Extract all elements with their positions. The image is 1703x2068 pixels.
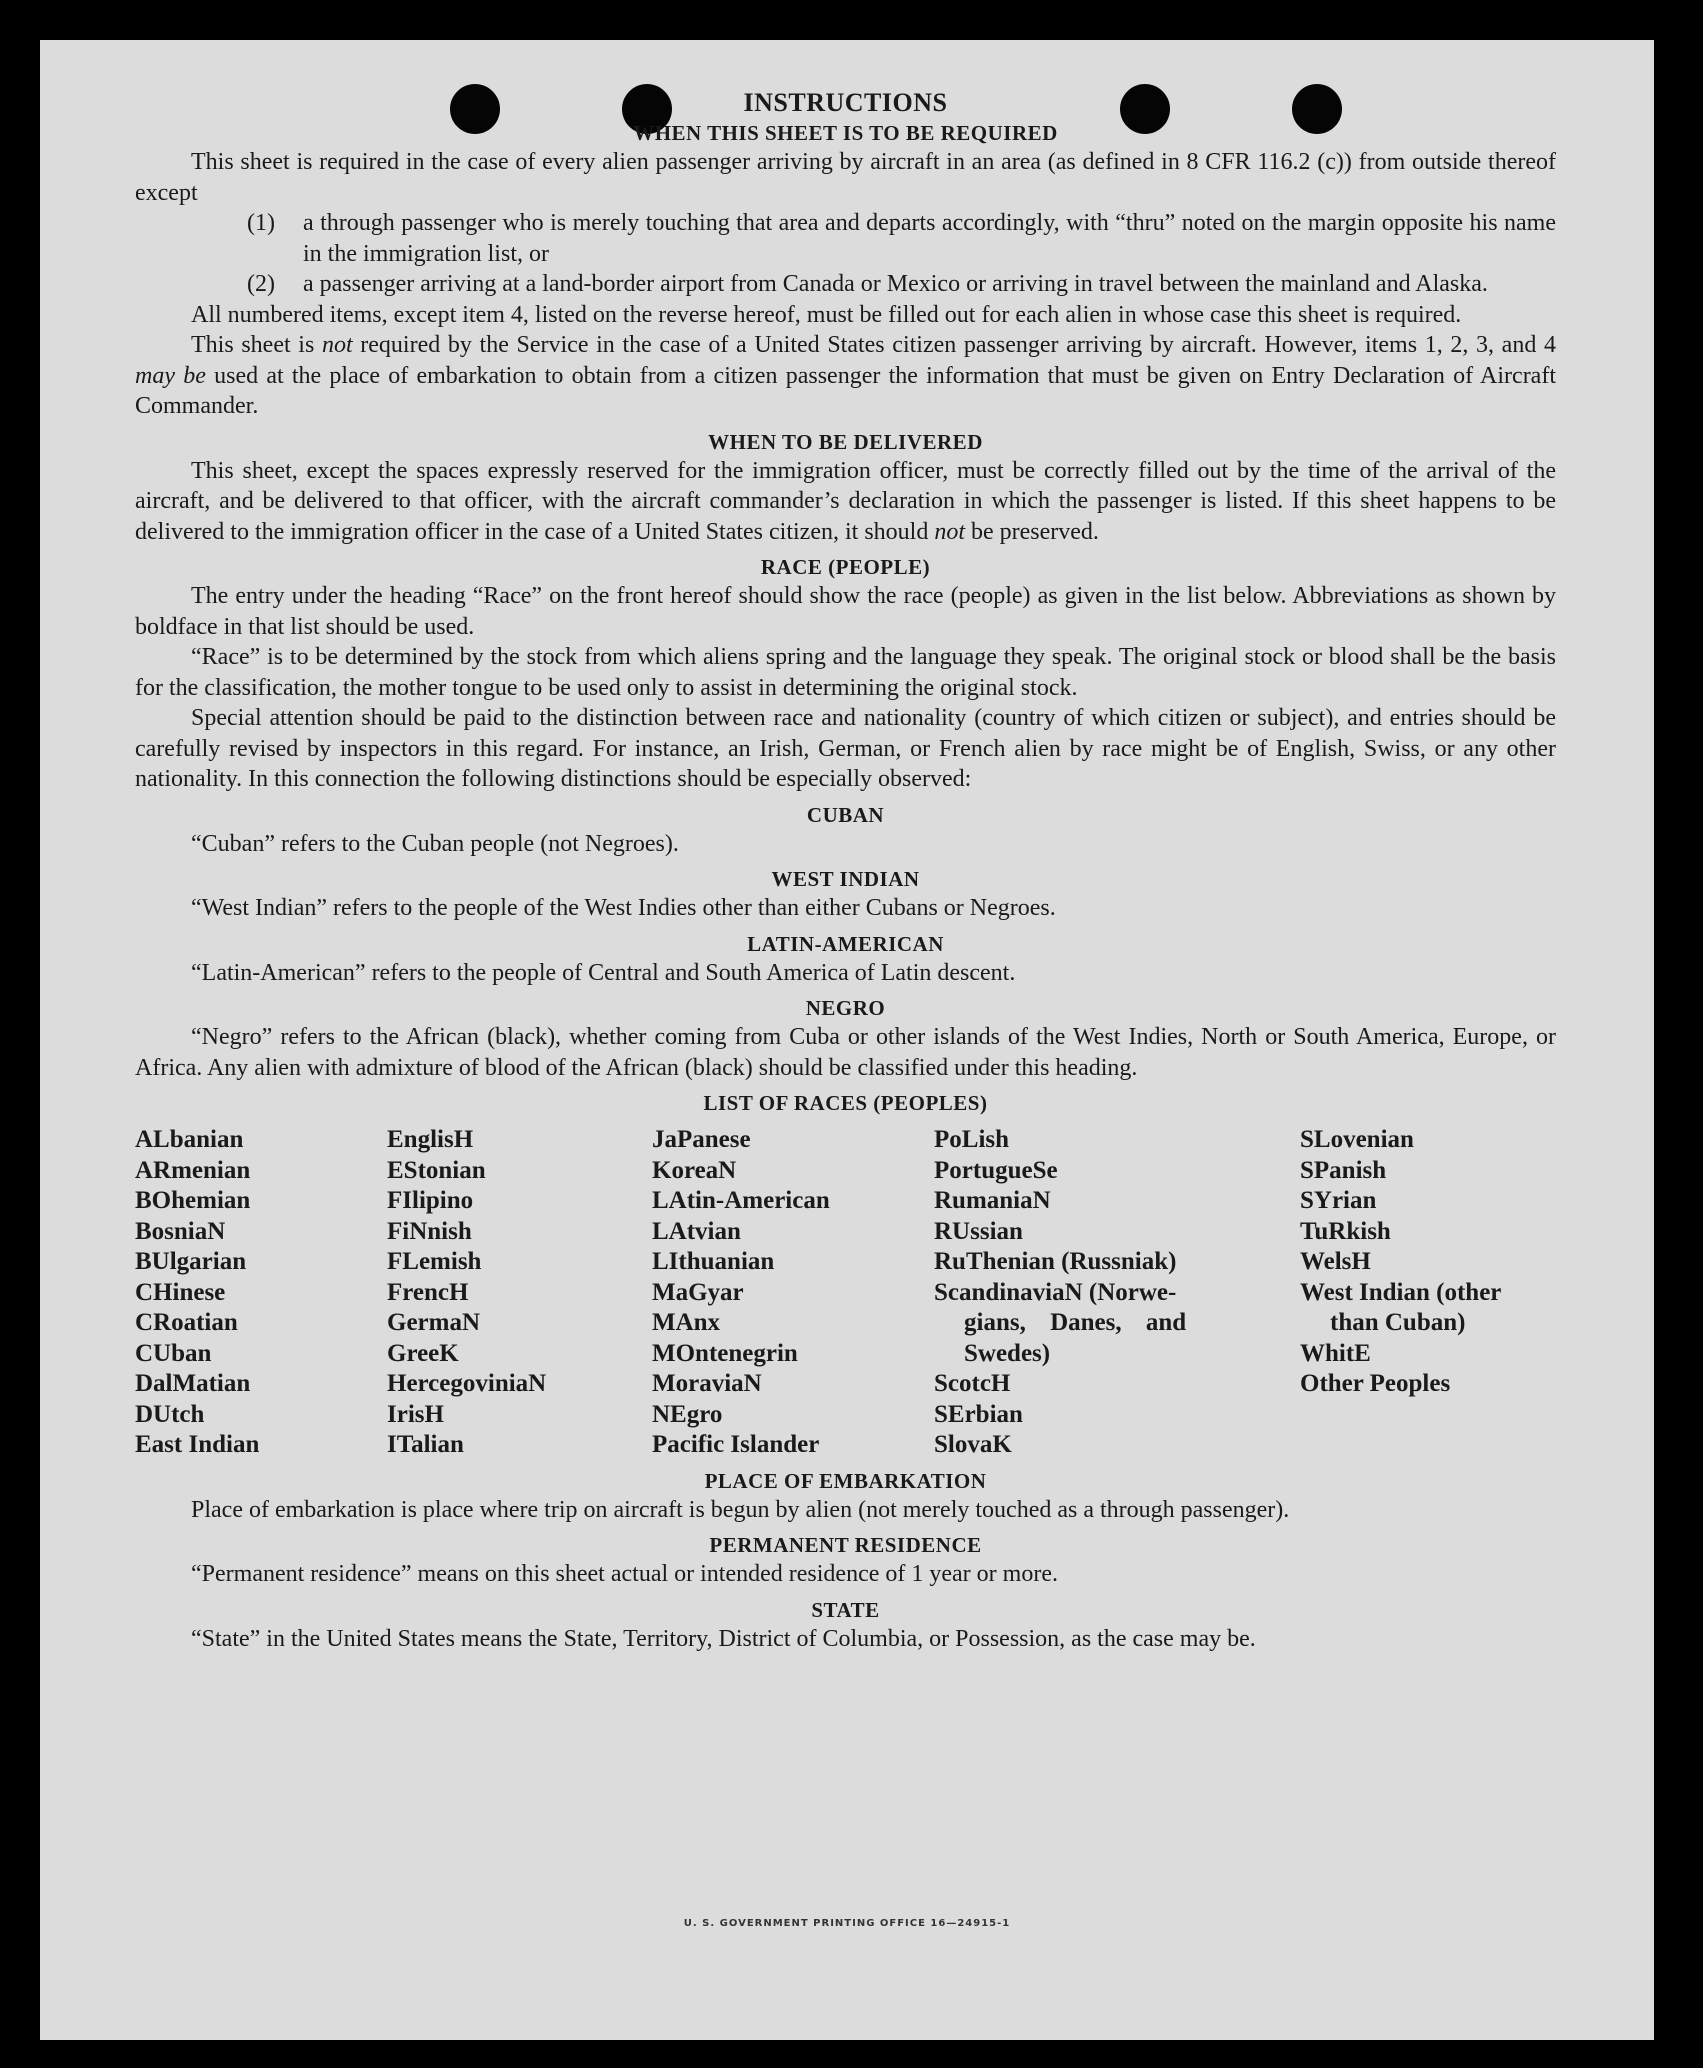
list-item	[247, 208, 1556, 269]
list-text: a passenger arriving at a land-border airport from Canada or Mexico or arriving in travel between the mainland and Alaska.	[303, 271, 1488, 297]
race-item: SLovenian	[1300, 1126, 1414, 1153]
list-item	[247, 269, 1556, 300]
race-item: PortugueSe	[934, 1156, 1058, 1184]
page-title: INSTRUCTIONS	[743, 88, 948, 117]
paragraph: “Cuban” refers to the Cuban people (not Negroes).	[191, 830, 679, 857]
paragraph: “Negro” refers to the African (black), whether coming from Cuba or other islands of the West Indies, North or South America, Europe, or Africa. Any alien with admixture of blood of the African (black) should be classified under this heading.	[135, 1024, 1556, 1081]
document-page	[40, 40, 1654, 2040]
paragraph: This sheet is not required by the Service in the case of a United States citizen passenger arriving by aircraft. However, items 1, 2, 3, and 4 may be used at the place of embarkation to obtain from a citizen passenger the information that must be given on Entry Declaration of Aircraft Commander.	[135, 332, 1556, 419]
races-column-5	[1300, 1125, 1556, 1461]
race-item: CUban	[135, 1339, 212, 1367]
race-item: BUlgarian	[135, 1248, 247, 1275]
races-list	[135, 1125, 1556, 1461]
paragraph: The entry under the heading “Race” on the front hereof should show the race (people) as given in the list below. Abbreviations as shown by boldface in that list should be used.	[135, 583, 1556, 640]
paragraph: This sheet is required in the case of every alien passenger arriving by aircraft in an area (as defined in 8 CFR 116.2 (c)) from outside thereof except	[135, 149, 1556, 206]
race-item: ARmenian	[135, 1156, 251, 1184]
list-number: (1)	[247, 210, 275, 236]
race-item: WhitE	[1300, 1339, 1371, 1367]
race-item: MOntenegrin	[652, 1339, 798, 1367]
race-item: IrisH	[387, 1400, 444, 1428]
race-item: LAtin-American	[652, 1187, 830, 1214]
race-item: FLemish	[387, 1248, 482, 1275]
race-item: JaPanese	[652, 1126, 751, 1153]
paragraph: Place of embarkation is place where trip on aircraft is begun by alien (not merely touched as a through passenger).	[191, 1496, 1290, 1523]
heading-state: STATE	[811, 1597, 880, 1622]
race-item: PoLish	[934, 1126, 1010, 1153]
race-item: WelsH	[1300, 1248, 1371, 1275]
instructions-body	[135, 87, 1556, 1654]
printer-imprint: U. S. GOVERNMENT PRINTING OFFICE 16—24915-1	[683, 1918, 1011, 1929]
race-item: DUtch	[135, 1400, 205, 1428]
race-item: FiNnish	[387, 1217, 472, 1245]
paragraph: Special attention should be paid to the distinction between race and nationality (country of which citizen or subject), and entries should be carefully revised by inspectors in this regard. For instance, an Irish, German, or French alien by race might be of English, Swiss, or any other nationality. In this connection the following distinctions should be especially observed:	[135, 705, 1556, 792]
races-column-4	[934, 1125, 1300, 1461]
paragraph: “West Indian” refers to the people of the West Indies other than either Cubans or Negroes.	[191, 895, 1056, 921]
race-item: RumaniaN	[934, 1187, 1051, 1214]
paragraph: “State” in the United States means the State, Territory, District of Columbia, or Possession, as the case may be.	[191, 1625, 1256, 1652]
race-item: LIthuanian	[652, 1248, 775, 1275]
race-item: KoreaN	[652, 1156, 737, 1184]
heading-latin-american: LATIN-AMERICAN	[747, 931, 944, 956]
races-column-1	[135, 1125, 387, 1461]
race-item: ScotcH	[934, 1370, 1011, 1397]
race-item-continued: Swedes)	[964, 1339, 1051, 1367]
race-item: TuRkish	[1300, 1217, 1391, 1245]
paragraph: “Race” is to be determined by the stock from which aliens spring and the language they speak. The original stock or blood shall be the basis for the classification, the mother tongue to be used only to assist in determining the original stock.	[135, 644, 1556, 701]
race-item: DalMatian	[135, 1370, 251, 1397]
races-column-3	[652, 1125, 934, 1461]
race-item: Other Peoples	[1300, 1370, 1451, 1397]
race-item: Pacific Islander	[652, 1431, 820, 1458]
race-item: EnglisH	[387, 1126, 474, 1153]
race-item: ScandinaviaN (Norwe-	[934, 1278, 1177, 1306]
race-item: BOhemian	[135, 1187, 251, 1214]
race-item: MaGyar	[652, 1278, 744, 1306]
heading-list-of-races: LIST OF RACES (PEOPLES)	[703, 1091, 988, 1115]
race-item: SErbian	[934, 1400, 1023, 1428]
race-item: RuThenian (Russniak)	[934, 1248, 1177, 1275]
paragraph: “Latin-American” refers to the people of Central and South America of Latin descent.	[191, 959, 1016, 986]
paragraph: “Permanent residence” means on this sheet actual or intended residence of 1 year or more.	[191, 1561, 1058, 1587]
race-item: FIlipino	[387, 1187, 474, 1214]
race-item: East Indian	[135, 1431, 260, 1458]
paragraph: This sheet, except the spaces expressly reserved for the immigration officer, must be correctly filled out by the time of the arrival of the aircraft, and be delivered to that officer, with the aircraft commander’s declaration in which the passenger is listed. If this sheet happens to be delivered to the immigration officer in the case of a United States citizen, it should not be preserved.	[135, 457, 1556, 545]
race-item: CRoatian	[135, 1309, 238, 1336]
races-column-2	[387, 1125, 652, 1461]
race-item: FrencH	[387, 1278, 469, 1306]
race-item: ALbanian	[135, 1126, 244, 1153]
list-number: (2)	[247, 271, 275, 297]
race-item: LAtvian	[652, 1217, 741, 1245]
race-item-continued: than Cuban)	[1330, 1309, 1466, 1336]
race-item: MAnx	[652, 1309, 721, 1336]
race-item: BosniaN	[135, 1217, 226, 1245]
race-item: MoraviaN	[652, 1370, 762, 1397]
heading-when-required: WHEN THIS SHEET IS TO BE REQUIRED	[633, 121, 1058, 145]
heading-negro: NEGRO	[805, 996, 886, 1020]
race-item: EStonian	[387, 1156, 486, 1184]
heading-permanent-residence: PERMANENT RESIDENCE	[709, 1533, 982, 1557]
race-item: ITalian	[387, 1431, 464, 1458]
heading-race: RACE (PEOPLE)	[760, 555, 931, 579]
race-item: RUssian	[934, 1217, 1023, 1245]
race-item: NEgro	[652, 1400, 723, 1428]
race-item: West Indian (other	[1300, 1278, 1502, 1306]
heading-cuban: CUBAN	[806, 802, 885, 827]
race-item: CHinese	[135, 1278, 226, 1306]
race-item: HercegoviniaN	[387, 1370, 547, 1397]
race-item: GreeK	[387, 1339, 459, 1367]
paragraph: All numbered items, except item 4, listed on the reverse hereof, must be filled out for each alien in whose case this sheet is required.	[191, 301, 1462, 328]
list-text: a through passenger who is merely touching that area and departs accordingly, with “thru” noted on the margin opposite his name in the immigration list, or	[303, 210, 1556, 267]
heading-west-indian: WEST INDIAN	[771, 867, 920, 891]
race-item: SPanish	[1300, 1156, 1387, 1184]
heading-embarkation: PLACE OF EMBARKATION	[704, 1468, 987, 1493]
race-item: SlovaK	[934, 1431, 1012, 1458]
race-item: GermaN	[387, 1309, 481, 1336]
race-item-continued: gians, Danes, and	[964, 1309, 1187, 1336]
race-item: SYrian	[1300, 1187, 1377, 1214]
heading-when-delivered: WHEN TO BE DELIVERED	[708, 429, 983, 454]
